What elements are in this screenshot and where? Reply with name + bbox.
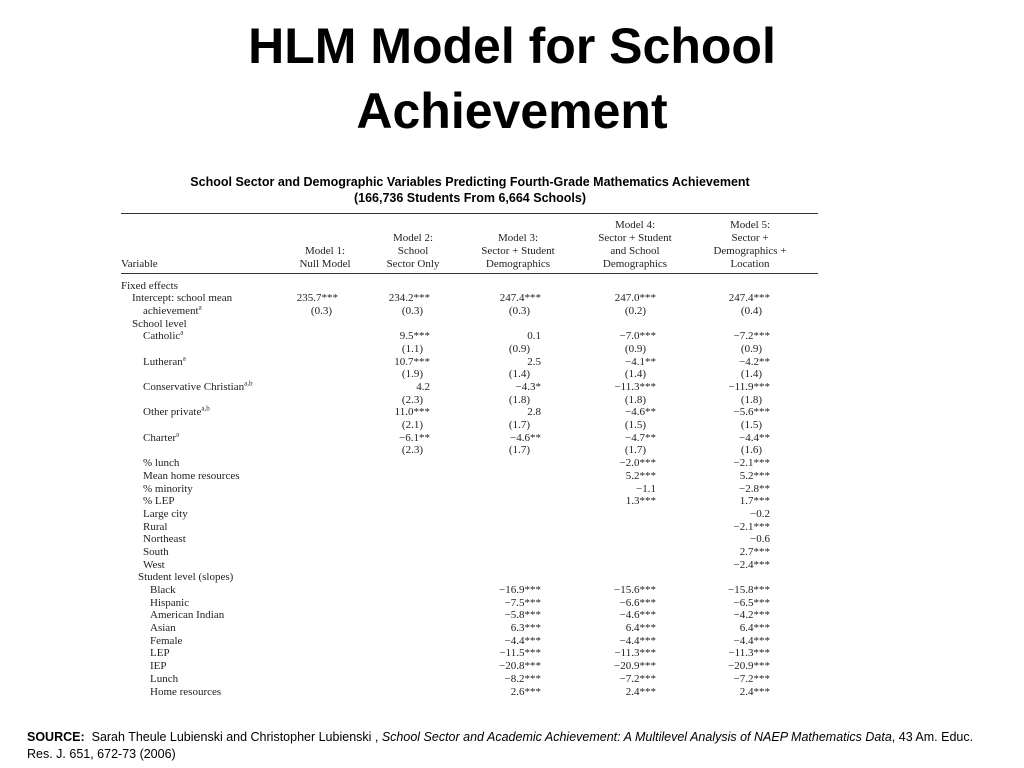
row-label [143,305,202,318]
model-5-value: 6.4*** [739,622,770,635]
table-row [0,622,1024,635]
row-label [143,546,169,559]
table-row [0,470,1024,483]
table-caption [120,175,820,206]
regression-table-body [0,280,1024,699]
row-label-text: Black [150,584,176,596]
model-2-value: 234.2*** [388,292,430,305]
model-3-header-line: Demographics [485,258,551,270]
row-label [150,635,182,648]
row-label [143,495,174,508]
row-label [143,353,186,369]
table-row [0,343,1024,356]
model-4-value: −11.3*** [614,381,656,393]
row-label-text: LEP [150,647,170,660]
model-5-value: (1.5) [740,419,762,432]
row-label [143,559,165,572]
table-row [0,381,1024,394]
table-row [0,406,1024,419]
model-2-value: (2.1) [401,419,423,432]
table-row [0,457,1024,470]
row-label-text: % lunch [143,457,180,470]
row-label [143,483,193,496]
model-2-value: (2.3) [401,393,423,406]
model-3-value: (1.7) [508,444,530,457]
model-4-value: (0.2) [624,304,646,317]
source-citation: , 43 Am. Educ. Res. J. 651, 672-73 (2006) [27,730,974,761]
row-label [150,597,189,610]
model-3-value: −4.4*** [504,634,541,647]
model-5-header-line: Sector + [731,232,769,244]
model-1-header-line: Null Model [299,258,351,270]
model-4-value: −20.9*** [614,660,656,673]
row-label [143,457,179,470]
model-5-value: 1.7*** [739,495,770,508]
model-4-value: −4.6*** [619,609,656,622]
model-5-value: −15.8*** [728,584,770,596]
table-row [0,318,1024,331]
model-5-value: −4.2** [739,355,770,368]
row-label-text: IEP [150,660,167,673]
model-5-value: (0.9) [740,342,762,355]
table-row [0,559,1024,572]
table-row [0,660,1024,673]
table-row [0,571,1024,584]
model-4-value: −4.1** [625,355,656,368]
model-3-header-line: Sector + Student [481,245,555,257]
row-label-text: Female [150,634,183,647]
model-4-header [587,219,683,271]
model-4-value: −2.0*** [619,457,656,470]
row-label-text: Hispanic [150,596,190,609]
table-row [0,368,1024,381]
source-authors: Sarah Theule Lubienski and Christopher Lubienski , [91,730,382,744]
row-label [121,280,178,293]
model-5-header-line: Location [730,258,770,270]
row-label-footnote: a [180,328,184,337]
row-label [150,584,176,597]
model-3-value: (1.7) [508,419,530,432]
model-4-value: 247.0*** [614,292,656,305]
model-5-value: −11.9*** [728,381,770,393]
row-label-text: % minority [143,482,193,495]
row-label-text: Northeast [143,533,186,546]
model-2-value: 9.5*** [399,330,430,343]
model-4-header-line: Sector + Student [598,232,672,244]
table-row [0,305,1024,318]
table-row [0,597,1024,610]
model-3-value: −4.3* [515,381,541,393]
table-caption-line-1: School Sector and Demographic Variables Predicting Fourth-Grade Mathematics Achievement [190,175,750,189]
table-row [0,647,1024,660]
model-3-value: 6.3*** [510,622,541,635]
model-1-value: 235.7*** [296,292,338,305]
model-4-value: (1.5) [624,419,646,432]
model-2-header [378,232,448,271]
model-2-value: (2.3) [401,444,423,457]
model-4-value: −7.2*** [619,672,656,685]
slide-title [0,14,1024,144]
model-5-value: −4.4** [739,431,770,444]
table-caption-line-2: (166,736 Students From 6,664 Schools) [353,190,587,205]
row-label-footnote: a [182,353,186,362]
row-label-text: Charter [143,431,176,444]
row-label [143,381,252,394]
model-5-value: (1.6) [740,444,762,457]
model-3-value: (1.4) [508,368,530,381]
model-4-value: −4.4*** [619,634,656,647]
slide-title-line-1: HLM Model for School [248,18,776,74]
model-3-value: (0.3) [508,304,530,317]
row-label [150,609,224,622]
model-5-header-line: Model 5: [729,219,771,231]
model-4-value: (1.8) [624,393,646,406]
model-3-value: (1.8) [508,393,530,406]
model-2-value: (0.3) [401,304,423,317]
model-3-value: 2.8 [527,406,541,419]
table-row [0,635,1024,648]
row-label-text: Conservative Christian [143,381,245,393]
row-label-text: American Indian [150,609,225,622]
row-label [143,470,240,483]
row-label [143,330,183,343]
model-5-value: −20.9*** [728,660,770,673]
model-4-header-line: Demographics [602,258,668,270]
table-row [0,584,1024,597]
model-2-value: (1.9) [401,368,423,381]
row-label [138,571,233,584]
row-label-text: Lutheran [143,355,183,368]
source-label: SOURCE: [27,730,85,744]
model-5-value: −7.2*** [733,330,770,343]
table-row [0,508,1024,521]
model-5-value: −11.3*** [728,647,770,660]
row-label-text: Student level (slopes) [138,571,234,584]
row-label-text: Asian [150,622,176,635]
model-2-value: 10.7*** [394,355,430,368]
row-label [150,686,221,699]
table-row [0,353,1024,369]
row-label-text: South [143,545,169,558]
table-row [0,546,1024,559]
model-3-value: −16.9*** [499,584,541,596]
table-row [0,533,1024,546]
model-2-header-line: School [397,245,429,257]
table-row [0,483,1024,496]
model-5-header [702,219,798,271]
table-header-rule [121,273,818,274]
model-1-header [290,245,360,271]
variable-header: Variable [121,258,158,270]
row-label-text: Mean home resources [143,469,240,482]
model-5-value: −4.2*** [733,609,770,622]
model-5-value: −2.1*** [733,520,770,533]
source-note [27,729,1002,763]
table-row [0,394,1024,407]
model-5-value: −5.6*** [733,406,770,419]
table-row [0,292,1024,305]
model-5-value: 5.2*** [739,469,770,482]
row-label-text: Other private [143,406,202,419]
model-4-value: (1.7) [624,444,646,457]
model-5-value: −7.2*** [733,672,770,685]
model-3-value: 2.5 [527,355,541,368]
model-5-value: (1.8) [740,393,762,406]
model-4-value: 6.4*** [625,622,656,635]
model-3-value: (0.9) [508,342,530,355]
model-3-value: −11.5*** [499,647,541,660]
row-label-text: School level [132,317,187,330]
model-5-value: −2.4*** [733,558,770,571]
model-2-value: 11.0*** [394,406,430,419]
model-2-header-line: Model 2: [392,232,434,244]
model-2-value: (1.1) [401,342,423,355]
table-row [0,419,1024,432]
model-4-value: −4.6** [625,406,656,419]
table-row [0,686,1024,699]
row-label [132,318,187,331]
row-label-text: Catholic [143,330,181,343]
row-label [150,647,170,660]
row-label [132,292,232,305]
row-label [143,508,188,521]
model-3-header [470,232,566,271]
model-4-value: −11.3*** [614,647,656,660]
model-5-value: (0.4) [740,304,762,317]
model-3-header-line: Model 3: [497,232,539,244]
model-4-value: −15.6*** [614,584,656,596]
model-3-value: −7.5*** [504,596,541,609]
model-4-header-line: and School [610,245,660,257]
row-label [143,533,186,546]
row-label-text: Fixed effects [121,279,178,292]
row-label-text: Rural [143,520,168,533]
model-3-value: −20.8*** [499,660,541,673]
row-label-text: Large city [143,507,188,520]
row-label-text: Intercept: school mean [132,292,233,305]
model-4-value: (0.9) [624,342,646,355]
model-5-header-line: Demographics + [713,245,787,257]
model-3-value: 247.4*** [499,292,541,305]
row-label [143,406,210,419]
model-4-value: −6.6*** [619,596,656,609]
table-row [0,444,1024,457]
model-2-value: 4.2 [416,381,430,393]
table-row [0,280,1024,293]
table-row [0,609,1024,622]
model-4-header-line: Model 4: [614,219,656,231]
table-row [0,495,1024,508]
table-row [0,521,1024,534]
source-article-title: School Sector and Academic Achievement: A Multilevel Analysis of NAEP Mathematics Data [381,730,892,744]
model-3-value: −4.6** [510,431,541,444]
row-label-text: achievement [143,304,199,317]
model-5-value: −0.6 [750,533,770,546]
model-3-value: 2.6*** [510,685,541,698]
model-5-value: −6.5*** [733,596,770,609]
table-row [0,673,1024,686]
table-top-rule [121,213,818,214]
row-label-text: % LEP [143,495,175,508]
model-4-value: 2.4*** [625,685,656,698]
model-4-value: −7.0*** [619,330,656,343]
model-5-value: 247.4*** [728,292,770,305]
model-5-value: −4.4*** [733,634,770,647]
model-3-value: 0.1 [527,330,541,343]
row-label-text: West [143,558,165,571]
model-2-value: −6.1** [399,431,430,444]
row-label [143,521,167,534]
row-label [143,432,179,445]
row-label-footnote: a,b [244,379,253,388]
row-label [150,673,178,686]
table-row [0,330,1024,343]
model-1-header-line: Model 1: [304,245,346,257]
slide-title-line-2: Achievement [356,83,668,139]
row-label [150,660,167,673]
row-label-footnote: a,b [201,404,210,413]
model-5-value: 2.7*** [739,545,770,558]
model-5-value: −2.1*** [733,457,770,470]
model-3-value: −5.8*** [504,609,541,622]
model-2-header-line: Sector Only [386,258,440,270]
model-4-value: −4.7** [625,431,656,444]
model-4-value: −1.1 [636,482,656,495]
row-label-footnote: a [198,303,202,312]
model-5-value: (1.4) [740,368,762,381]
model-4-value: (1.4) [624,368,646,381]
row-label-text: Home resources [150,685,222,698]
table-row [0,432,1024,445]
model-1-value: (0.3) [310,304,332,317]
model-5-value: −0.2 [750,507,770,520]
model-5-value: −2.8** [739,482,770,495]
row-label-text: Lunch [150,672,179,685]
model-4-value: 1.3*** [625,495,656,508]
model-5-value: 2.4*** [739,685,770,698]
row-label [150,622,176,635]
model-4-value: 5.2*** [625,469,656,482]
model-3-value: −8.2*** [504,672,541,685]
row-label-footnote: a [175,430,180,439]
